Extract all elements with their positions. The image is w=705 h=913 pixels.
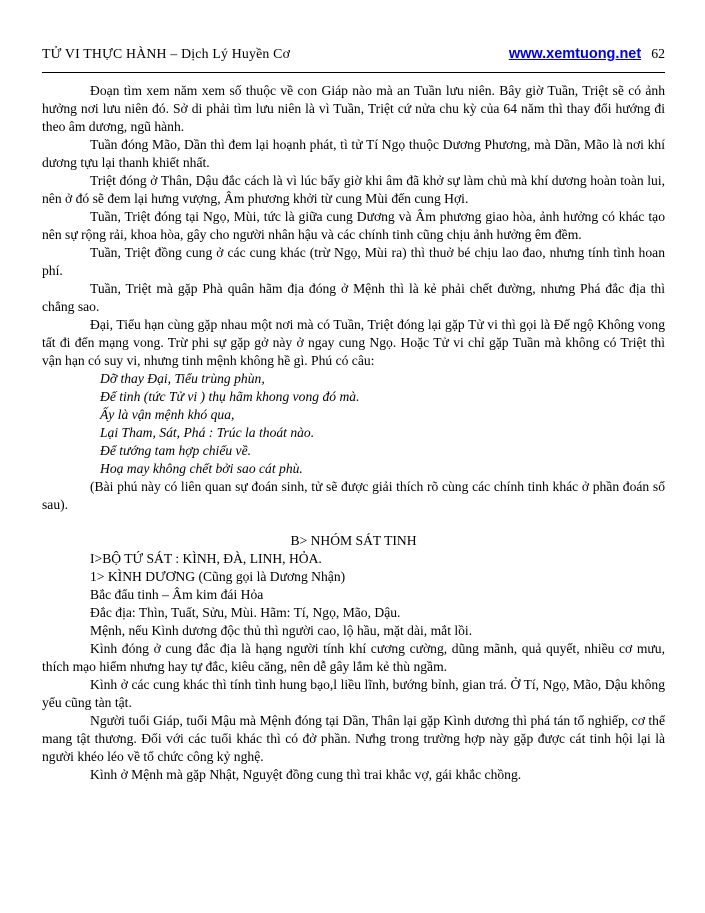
- paragraph: Đại, Tiểu hạn cùng gặp nhau một nơi mà có Tuần, Triệt đóng lại gặp Tử vi thì gọi là Đế ngộ Không vong tất đi đến mạng vong. Trừ phi sự gặp gở này ở ngay cung Ngọ. Hoặc Tử vi chỉ gặp Tuần mà không có Triệt thì vận hạn có suy vi, nhưng tinh mệnh không hề gì. Phú có câu:: [42, 317, 665, 368]
- paragraph: 1> KÌNH DƯƠNG (Cũng gọi là Dương Nhận): [90, 569, 346, 584]
- verse-line: Để tướng tam hợp chiếu về.: [100, 443, 252, 458]
- paragraph: Tuần, Triệt mà gặp Phà quân hãm địa đóng ở Mệnh thì là kẻ phải chết đường, nhưng Phá đắc địa thì chẳng sao.: [42, 281, 665, 314]
- paragraph: Kình ở Mệnh mà gặp Nhật, Nguyệt đồng cung thì trai khắc vợ, gái khắc chồng.: [90, 767, 522, 782]
- paragraph: Triệt đóng ở Thân, Dậu đắc cách là vì lúc bấy giờ khi âm đã khở sự làm chủ mà khí dương hoàn toàn lui, nên ở đó sẽ đem lại hưng vượng, Âm phương khởi từ cung Mùi đến cung Hợi.: [42, 173, 665, 206]
- verse-line: Lại Tham, Sát, Phá : Trúc la thoát nào.: [100, 425, 315, 440]
- page-header: [42, 45, 665, 63]
- verse-line: Hoạ may không chết bởi sao cát phù.: [100, 461, 303, 476]
- document-title: TỬ VI THỰC HÀNH – Dịch Lý Huyền Cơ: [42, 46, 291, 61]
- paragraph: Người tuổi Giáp, tuổi Mậu mà Mệnh đóng tại Dần, Thân lại gặp Kình dương thì phá tán tổ nghiếp, cơ thể mang tật thương. Đối với các tuổi khác thì có đở phần. Nưhg trong trường hợp này gặp được cát tinh hội lại là người khéo léo về tổ chức công kỷ nghệ.: [42, 713, 665, 764]
- paragraph: Kình đóng ở cung đắc địa là hạng người tính khí cương cường, dũng mãnh, quả quyết, nhiều cơ mưu, thích mạo hiểm nhưng hay tự đắc, kiêu căng, nên dễ gây lắm kẻ thù ngầm.: [42, 641, 665, 674]
- paragraph: Tuần đóng Mão, Dần thì đem lại hoạnh phát, tì tử Tí Ngọ thuộc Dương Phương, mà Dần, Mão là nơi khí dương tựu lại thanh khiết nhất.: [42, 137, 665, 170]
- paragraph: Kình ở các cung khác thì tính tình hung bạo,l liều lĩnh, bướng bỉnh, gian trá. Ở Tí, Ngọ, Mão, Dậu không yểu cũng tàn tật.: [42, 677, 665, 710]
- paragraph: Tuần, Triệt đồng cung ở các cung khác (trừ Ngọ, Mùi ra) thì thuở bé chịu lao đao, nhưng tính tình hoan phí.: [42, 245, 665, 278]
- verse-line: Ấy là vận mệnh khó qua,: [100, 407, 235, 422]
- paragraph: Đắc địa: Thìn, Tuất, Sửu, Mùi. Hãm: Tí, Ngọ, Mão, Dậu.: [90, 605, 401, 620]
- section-heading: B> NHÓM SÁT TINH: [290, 533, 417, 548]
- paragraph: Mệnh, nếu Kình dương độc thủ thì người cao, lộ hầu, mặt dài, mắt lồi.: [90, 623, 473, 638]
- page-number: 62: [651, 46, 665, 61]
- paragraph: Đoạn tìm xem năm xem số thuộc về con Giáp nào mà an Tuần lưu niên. Bây giờ Tuần, Triệt sẽ có ảnh hưởng nơi lưu niên đó. Sở di phải tìm lưu niên là vì Tuần, Triệt cứ nửa chu kỳ của 64 năm thì thay đổi hướng đi theo âm dương, ngũ hành.: [42, 83, 665, 134]
- header-right-group: [509, 45, 665, 63]
- header-divider: [42, 72, 665, 73]
- paragraph: Bắc đẩu tinh – Âm kim đái Hỏa: [90, 587, 264, 602]
- site-link[interactable]: www.xemtuong.net: [508, 46, 642, 62]
- paragraph: I>BỘ TỨ SÁT : KÌNH, ĐÀ, LINH, HỎA.: [90, 551, 322, 566]
- paragraph: (Bài phú này có liên quan sự đoán sinh, tử sẽ được giải thích rõ cùng các chính tinh khác ở phần đoán số sau).: [42, 479, 665, 512]
- verse-line: Dỡ thay Đại, Tiểu trùng phùn,: [100, 371, 265, 386]
- verse-line: Đế tinh (tức Tử vi ) thụ hãm khong vong đó mà.: [100, 389, 360, 404]
- document-body: [42, 82, 665, 784]
- paragraph: Tuần, Triệt đóng tại Ngọ, Mùi, tức là giữa cung Dương và Âm phương giao hòa, ảnh hưởng có khác tạo nên sự rộng rải, khoa hòa, gây cho người nhân hậu và các chính tinh cũng chịu ảnh hưởng êm đềm.: [42, 209, 665, 242]
